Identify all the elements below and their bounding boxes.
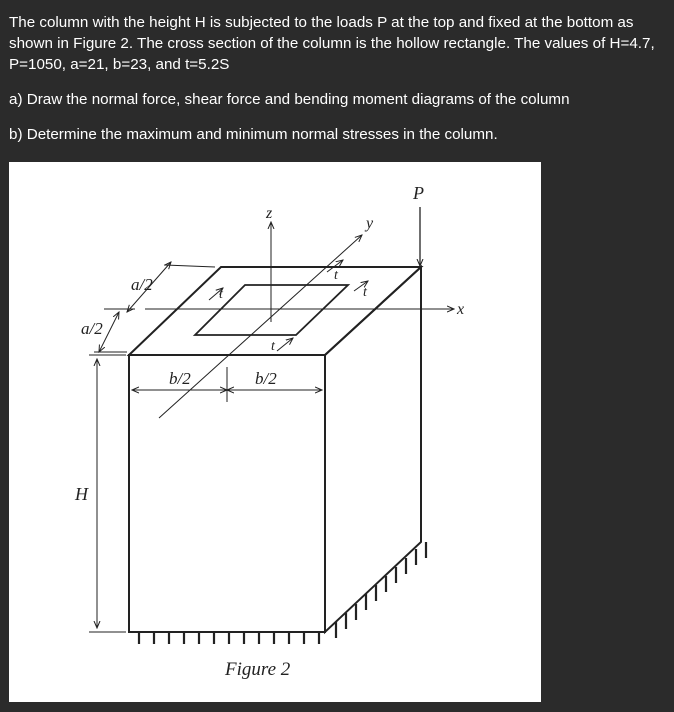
y-axis-label: y [366,215,374,232]
question-b: b) Determine the maximum and minimum normal stresses in the column. [9,126,498,143]
thickness-front-label: t [271,339,275,354]
axes [145,222,454,418]
load-label: P [413,183,424,203]
dim-b-left-label: b/2 [169,369,191,388]
thickness-left-label: t [219,287,223,302]
column-top-face [129,267,421,355]
x-axis-label: x [457,301,465,318]
column-side-face [325,267,421,632]
dim-a-top-label: a/2 [131,275,153,294]
thickness-right-label: t [363,285,367,300]
y-axis-line [159,235,362,418]
dim-h [89,355,126,632]
dim-b-right-label: b/2 [255,369,277,388]
column-figure [9,162,541,702]
problem-intro: The column with the height H is subjected to the loads P at the top and fixed at the bottom as shown in Figure 2. The cross section of the column is the hollow rectangle. The values of H=4.7, P=1050, a=21, b=23, and t=5.2S [9,14,655,73]
thickness-back-label: t [334,268,338,283]
column-body [129,267,421,632]
dim-b [132,367,322,402]
question-a: a) Draw the normal force, shear force and bending moment diagrams of the column [9,91,570,108]
figure-caption: Figure 2 [225,659,291,680]
dim-h-label: H [75,484,88,504]
z-axis-label: z [266,205,273,222]
problem-statement [9,12,661,145]
figure-panel [9,162,541,702]
dim-a-side-label: a/2 [81,319,103,338]
load-p [412,183,424,266]
fixed-support-hatching [139,542,426,644]
